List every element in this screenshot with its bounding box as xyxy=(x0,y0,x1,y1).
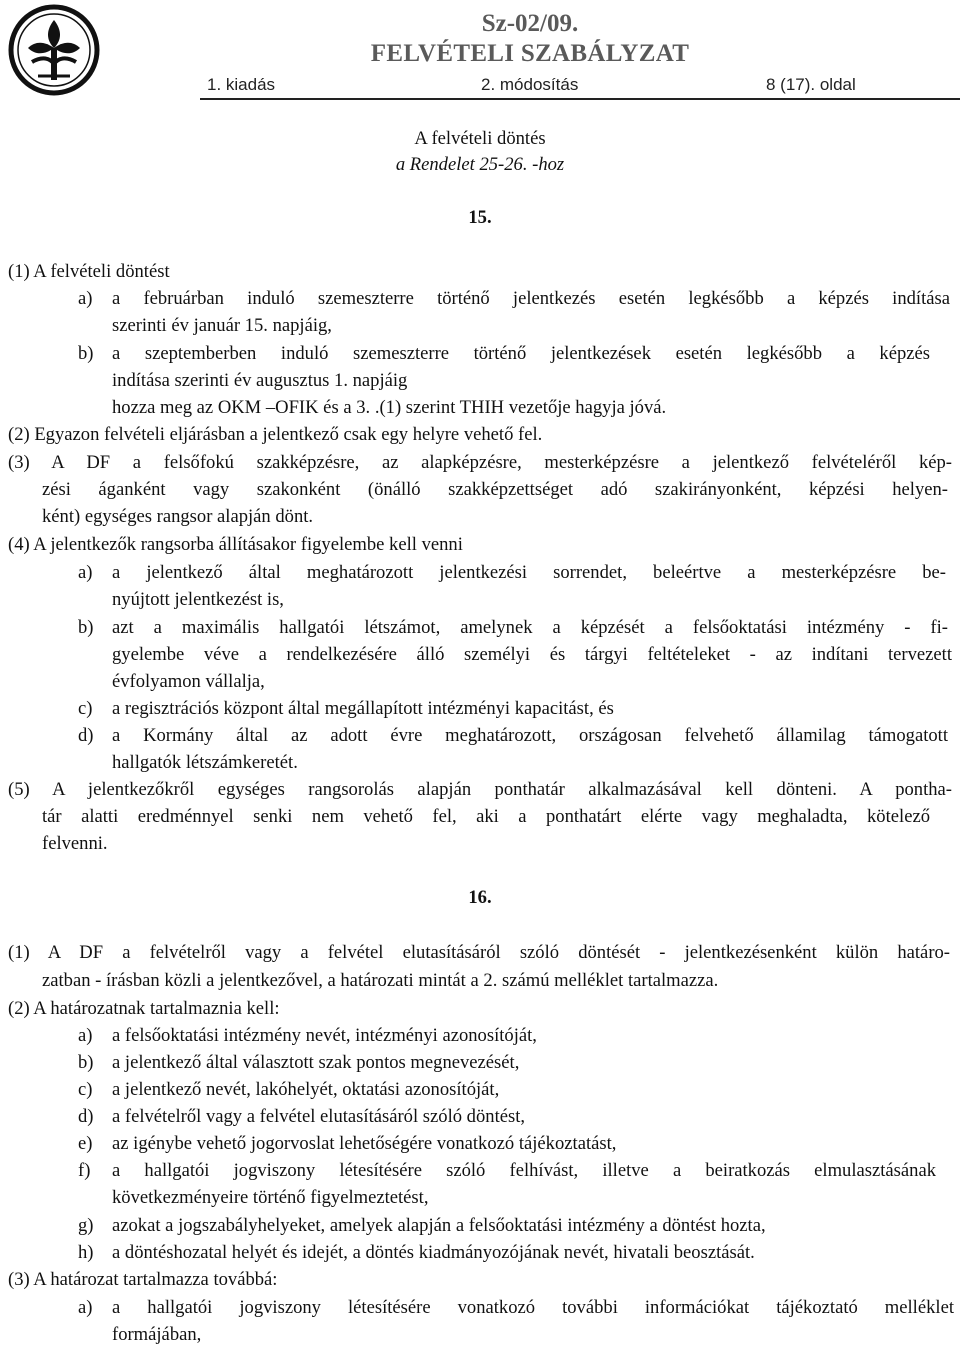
s15-p4-intro: (4) A jelentkezők rangsorba állításakor figyelembe kell venni xyxy=(8,534,463,555)
s15-p1-a-line1: a februárban induló szemeszterre történő jelentkezés esetén legkésőbb a képzés indítása xyxy=(112,288,950,309)
s16-p2-intro: (2) A határozatnak tartalmaznia kell: xyxy=(8,998,280,1019)
header-divider xyxy=(200,98,960,100)
s16-item-b: a jelentkező által választott szak pontos megnevezését, xyxy=(112,1052,520,1073)
document-header xyxy=(0,0,960,100)
s16-item-b-marker: b) xyxy=(78,1052,94,1073)
s15-p1-a-line2: szerinti év január 15. napjáig, xyxy=(112,315,332,336)
s15-p4-d-line2: hallgatók létszámkeretét. xyxy=(112,752,298,773)
s16-item-h-marker: h) xyxy=(78,1242,94,1263)
s16-item-c: a jelentkező nevét, lakóhelyét, oktatási azonosítóját, xyxy=(112,1079,500,1100)
section-15-label: 15. xyxy=(468,207,492,228)
s16-p3-a-line1: a hallgatói jogviszony létesítésére vonatkozó további információkat tájékoztató melléklet xyxy=(112,1297,954,1318)
s16-item-g: azokat a jogszabályhelyeket, amelyek alapján a felsőoktatási intézmény a döntést hozta, xyxy=(112,1215,766,1236)
s16-p3-a-line2: formájában, xyxy=(112,1324,202,1345)
s16-item-f-line2: következményeire történő figyelmeztetést, xyxy=(112,1187,429,1208)
document-code: Sz-02/09. xyxy=(481,10,579,37)
s15-p1-b-line2: indítása szerinti év augusztus 1. napjáig xyxy=(112,370,408,391)
s16-item-f-marker: f) xyxy=(78,1160,91,1181)
chapter-subtitle: a Rendelet 25-26. -hoz xyxy=(395,154,565,175)
s15-p4-a-line1: a jelentkező által meghatározott jelentkezési sorrendet, beleértve a mesterképzésre be- xyxy=(112,562,946,583)
issue-number: 1. kiadás xyxy=(207,75,276,94)
s15-p5-line2: tár alatti eredménnyel senki nem vehető fel, aki a ponthatárt elérte vagy meghaladta, kötelező xyxy=(42,806,930,827)
s16-item-a-marker: a) xyxy=(78,1025,93,1046)
chapter-title: A felvételi döntés xyxy=(414,128,546,149)
s15-p4-a-marker: a) xyxy=(78,562,93,583)
s16-item-f-line1: a hallgatói jogviszony létesítésére szóló felhívást, illetve a beiratkozás elmulasztásának xyxy=(112,1160,936,1181)
s15-p1-a-marker: a) xyxy=(78,288,93,309)
s16-p1-line1: (1) A DF a felvételről vagy a felvétel elutasításáról szóló döntését - jelentkezésenként külön határo- xyxy=(8,942,950,963)
s15-p4-d-line1: a Kormány által az adott évre meghatározott, országosan felvehető államilag támogatott xyxy=(112,725,948,746)
s15-p1-b-marker: b) xyxy=(78,343,94,364)
s15-p3-line1: (3) A DF a felsőfokú szakképzésre, az alapképzésre, mesterképzésre a jelentkező felvételéről kép- xyxy=(8,452,952,473)
s15-p4-d-marker: d) xyxy=(78,725,94,746)
s15-p1-end: hozza meg az OKM –OFIK és a 3. .(1) szerint THIH vezetője hagyja jóvá. xyxy=(112,397,667,418)
s16-item-e-marker: e) xyxy=(78,1133,93,1154)
s15-p4-c-line1: a regisztrációs központ által megállapított intézményi kapacitást, és xyxy=(112,698,614,719)
s15-p4-b-marker: b) xyxy=(78,617,94,638)
s16-item-d-marker: d) xyxy=(78,1106,94,1127)
s15-p4-b-line3: évfolyamon vállalja, xyxy=(112,671,265,692)
s16-p3-intro: (3) A határozat tartalmazza továbbá: xyxy=(8,1269,278,1290)
s16-item-g-marker: g) xyxy=(78,1215,94,1236)
section-16-label: 16. xyxy=(468,887,492,908)
s15-p4-c-marker: c) xyxy=(78,698,93,719)
s15-p4-a-line2: nyújtott jelentkezést is, xyxy=(112,589,284,610)
s15-p3-line3: ként) egységes rangsor alapján dönt. xyxy=(42,506,314,527)
s16-item-e: az igénybe vehető jogorvoslat lehetőségére vonatkozó tájékoztatást, xyxy=(112,1133,617,1154)
page-number: 8 (17). oldal xyxy=(766,75,856,94)
s16-item-c-marker: c) xyxy=(78,1079,93,1100)
s16-p1-line2: zatban - írásban közli a jelentkezővel, a határozati mintát a 2. számú melléklet tartalmazza. xyxy=(42,970,719,991)
university-logo-icon xyxy=(6,4,102,96)
s15-p1-b-line1: a szeptemberben induló szemeszterre történő jelentkezések esetén legkésőbb a képzés xyxy=(112,343,930,364)
s15-p5-line3: felvenni. xyxy=(42,833,108,854)
s16-item-d: a felvételről vagy a felvétel elutasításáról szóló döntést, xyxy=(112,1106,526,1127)
s15-p4-b-line1: azt a maximális hallgatói létszámot, amelynek a képzését a felsőoktatási intézmény - fi- xyxy=(112,617,948,638)
s15-p2: (2) Egyazon felvételi eljárásban a jelentkező csak egy helyre vehető fel. xyxy=(8,424,543,445)
s15-p5-line1: (5) A jelentkezőkről egységes rangsorolás alapján ponthatár alkalmazásával kell dönteni. A pontha- xyxy=(8,779,952,800)
s16-p3-a-marker: a) xyxy=(78,1297,93,1318)
modification-number: 2. módosítás xyxy=(481,75,579,94)
document-title: FELVÉTELI SZABÁLYZAT xyxy=(370,40,690,67)
s15-p1-intro: (1) A felvételi döntést xyxy=(8,261,170,282)
s15-p4-b-line2: gyelembe véve a rendelkezésére álló személyi és tárgyi feltételeket - az indítani tervezett xyxy=(112,644,952,665)
s15-p3-line2: zési áganként vagy szakonként (önálló szakképzettséget adó szakirányonként, képzési helyen- xyxy=(42,479,948,500)
s16-item-a: a felsőoktatási intézmény nevét, intézményi azonosítóját, xyxy=(112,1025,537,1046)
s16-item-h: a döntéshozatal helyét és idejét, a döntés kiadmányozójának nevét, hivatali beosztását. xyxy=(112,1242,755,1263)
